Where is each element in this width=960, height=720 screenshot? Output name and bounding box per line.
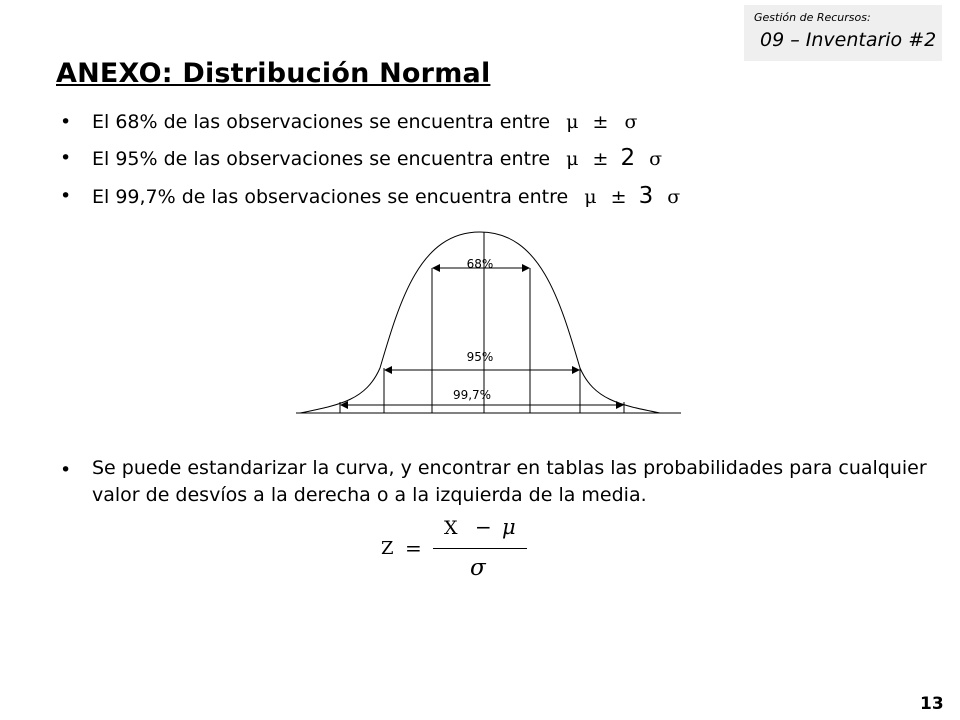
mu-symbol: μ	[566, 111, 579, 133]
bullet-text: El 68% de las observaciones se encuentra entre	[92, 111, 551, 133]
sigma-symbol: σ	[667, 186, 681, 208]
fraction-bar	[433, 548, 527, 549]
plusminus-symbol: ±	[592, 111, 609, 133]
label-95: 95%	[466, 350, 494, 364]
label-997: 99,7%	[452, 388, 492, 402]
label-68: 68%	[466, 257, 494, 271]
bullet-text: El 95% de las observaciones se encuentra entre	[92, 148, 551, 170]
header-lesson: 09 – Inventario #2	[760, 29, 937, 51]
bullet-marker: •	[60, 185, 72, 207]
bullet-text: El 99,7% de las observaciones se encuentra entre	[92, 186, 569, 208]
mu-symbol: μ	[584, 186, 597, 208]
sigma-symbol: σ	[624, 111, 638, 133]
multiplier: 2	[620, 145, 636, 171]
page-title: ANEXO: Distribución Normal	[56, 58, 491, 89]
formula-equals: =	[405, 536, 422, 560]
page-number: 13	[920, 694, 944, 714]
multiplier: 3	[638, 183, 654, 209]
formula-minus: −	[475, 515, 492, 539]
bullet-marker: •	[60, 459, 72, 481]
formula-x: X	[444, 517, 458, 539]
plusminus-symbol: ±	[610, 186, 627, 208]
standardization-paragraph: Se puede estandarizar la curva, y encontrar en tablas las probabilidades para cualquier valor de desvíos a la derecha o a la izquierda de la media.	[92, 457, 927, 506]
mu-symbol: μ	[566, 148, 579, 170]
bullet-marker: •	[60, 111, 72, 133]
sigma-symbol: σ	[649, 148, 663, 170]
formula-sigma: σ	[470, 555, 486, 581]
header-subject: Gestión de Recursos:	[754, 11, 871, 24]
formula-z: Z	[381, 538, 394, 559]
formula-mu: μ	[502, 515, 516, 539]
plusminus-symbol: ±	[592, 148, 609, 170]
bullet-marker: •	[60, 147, 72, 169]
